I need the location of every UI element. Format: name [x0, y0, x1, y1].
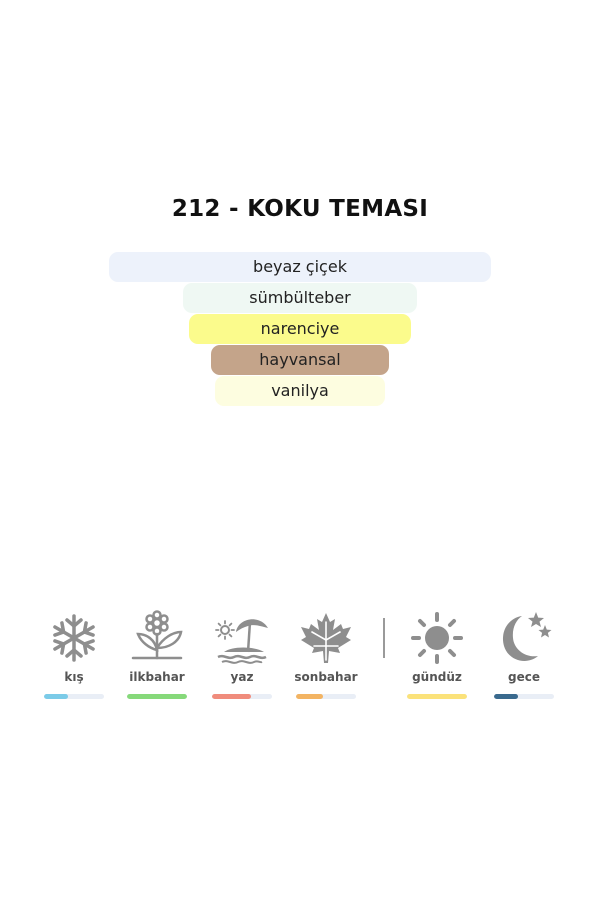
page-title: 212 - KOKU TEMASI [171, 196, 429, 222]
season-level-fill [44, 694, 68, 699]
moon-stars-icon [496, 610, 552, 666]
season-gece [484, 610, 564, 699]
season-level-bar [494, 694, 554, 699]
season-ilkbahar [117, 610, 197, 699]
season-level-bar [212, 694, 272, 699]
season-gunduz [397, 610, 477, 699]
beach-umbrella-icon [214, 610, 270, 666]
flower-icon [129, 610, 185, 666]
season-level-fill [212, 694, 251, 699]
sun-icon [409, 610, 465, 666]
season-level-fill [127, 694, 187, 699]
season-kis [34, 610, 114, 699]
season-level-fill [407, 694, 467, 699]
season-label: kış [64, 670, 84, 684]
season-level-bar [127, 694, 187, 699]
season-level-bar [407, 694, 467, 699]
maple-leaf-icon [298, 610, 354, 666]
season-label: ilkbahar [129, 670, 185, 684]
note-narenciye: narenciye [189, 314, 411, 344]
note-sumbulteber: sümbülteber [183, 283, 417, 313]
season-yaz [202, 610, 282, 699]
season-usage-row [0, 610, 600, 710]
note-beyaz-cicek: beyaz çiçek [109, 252, 491, 282]
season-label: gece [508, 670, 540, 684]
season-level-bar [44, 694, 104, 699]
season-label: gündüz [412, 670, 462, 684]
season-level-fill [296, 694, 323, 699]
note-vanilya: vanilya [215, 376, 385, 406]
day-night-divider [383, 618, 385, 658]
snowflake-icon [46, 610, 102, 666]
season-label: yaz [230, 670, 254, 684]
season-level-bar [296, 694, 356, 699]
note-hayvansal: hayvansal [211, 345, 389, 375]
season-label: sonbahar [294, 670, 358, 684]
season-sonbahar [286, 610, 366, 699]
season-level-fill [494, 694, 518, 699]
